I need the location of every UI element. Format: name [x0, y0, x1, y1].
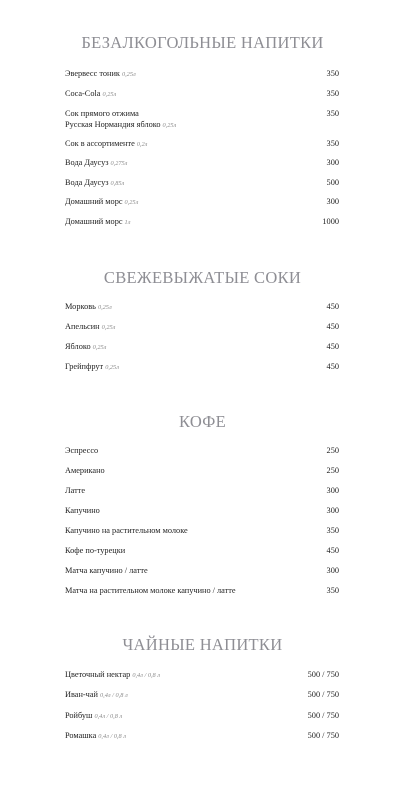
item-price: 450 [326, 546, 339, 555]
item-price: 500 [326, 178, 339, 187]
item-price: 500 / 750 [307, 731, 339, 740]
menu-item [65, 178, 339, 190]
item-price: 250 [326, 446, 339, 455]
item-name: Сок в ассортименте [65, 139, 135, 148]
item-name-line-2: Русская Нормандия яблоко [65, 119, 161, 129]
item-name: Яблоко [65, 342, 91, 351]
menu-item [65, 586, 339, 597]
item-volume: 0,4л / 0,8 л [132, 672, 161, 679]
item-name-line-1: Сок прямого отжима [65, 109, 139, 118]
menu-item [65, 217, 339, 229]
item-volume: 0,25л [97, 304, 112, 311]
item-name: Кофе по-турецки [65, 546, 126, 555]
item-price: 300 [326, 486, 339, 495]
item-price: 500 / 750 [307, 670, 339, 679]
item-name: Эвервесс тоник [65, 69, 120, 78]
item-price: 300 [326, 566, 339, 575]
menu-item [65, 690, 339, 702]
menu-item [65, 731, 339, 743]
item-volume: 0,4л / 0,8 л [99, 692, 128, 699]
item-name: Морковь [65, 302, 96, 311]
section-title: СВЕЖЕВЫЖАТЫЕ СОКИ [103, 268, 302, 287]
item-volume: 0,4л / 0,8 л [98, 733, 126, 740]
section-tea-drinks [0, 635, 405, 655]
item-name: Американо [65, 466, 105, 475]
item-name [65, 109, 161, 130]
item-price: 500 / 750 [307, 711, 339, 720]
item-volume: 0,25л [121, 71, 136, 78]
item-price: 300 [326, 197, 339, 206]
item-name: Вода Даусуз [65, 178, 109, 187]
item-name: Вода Даусуз [65, 158, 109, 167]
menu-item [65, 566, 339, 577]
menu-item [65, 486, 339, 497]
item-name: Домашний морс [65, 217, 123, 226]
item-volume: 0,25л [102, 91, 117, 98]
menu-item [65, 342, 339, 354]
item-name: Ройбуш [65, 711, 93, 720]
item-price: 1000 [322, 217, 339, 226]
menu-item [65, 711, 339, 723]
item-volume: 0,2л [136, 141, 148, 148]
item-price: 350 [326, 109, 339, 118]
item-name: Coca-Cola [65, 89, 101, 98]
item-name: Домашний морс [65, 197, 123, 206]
item-price: 350 [326, 526, 339, 535]
item-volume: 0,25л [124, 199, 139, 206]
item-price: 450 [326, 362, 339, 371]
item-volume: 0,25л [92, 344, 107, 351]
item-volume: 0,275л [110, 160, 128, 167]
item-name: Капучино [65, 506, 100, 515]
item-name: Апельсин [65, 322, 100, 331]
item-name: Матча капучино / латте [65, 566, 148, 575]
menu-item [65, 546, 339, 557]
section-fresh-juices [0, 268, 405, 288]
item-volume: 0,25л [101, 324, 116, 331]
menu-item [65, 670, 339, 682]
item-name: Цветочный нектар [65, 670, 131, 679]
item-price: 300 [326, 158, 339, 167]
menu-item [65, 362, 339, 374]
item-price: 250 [326, 466, 339, 475]
item-name: Капучино на растительном молоке [65, 526, 188, 535]
item-volume: 0,4л / 0,8 л [94, 713, 123, 720]
item-price: 450 [326, 302, 339, 311]
menu-item [65, 302, 339, 314]
item-name: Эспрессо [65, 446, 99, 455]
section-title: КОФЕ [178, 412, 227, 431]
menu-item [65, 158, 339, 170]
menu-item [65, 446, 339, 457]
item-price: 350 [326, 69, 339, 78]
menu-item [65, 506, 339, 517]
menu-item [65, 69, 339, 81]
item-price: 450 [326, 322, 339, 331]
menu-item [65, 466, 339, 477]
menu-item [65, 109, 339, 131]
section-coffee [0, 412, 405, 432]
item-price: 450 [326, 342, 339, 351]
item-name: Грейпфрут [65, 362, 104, 371]
item-price: 350 [326, 89, 339, 98]
menu-item [65, 197, 339, 209]
item-price: 500 / 750 [307, 690, 339, 699]
menu-item [65, 526, 339, 537]
item-price: 300 [326, 506, 339, 515]
menu-item [65, 89, 339, 101]
section-title: ЧАЙНЫЕ НАПИТКИ [122, 635, 283, 654]
item-price: 350 [326, 586, 339, 595]
item-name: Ромашка [65, 731, 97, 740]
section-soft-drinks [0, 33, 405, 53]
item-price: 350 [326, 139, 339, 148]
item-name: Матча на растительном молоке капучино / латте [65, 586, 236, 595]
menu-item [65, 139, 339, 151]
item-name: Латте [65, 486, 86, 495]
item-name: Иван-чай [65, 690, 98, 699]
item-volume: 0,85л [110, 180, 125, 187]
item-volume: 0,25л [162, 121, 177, 129]
section-title: БЕЗАЛКОГОЛЬНЫЕ НАПИТКИ [81, 33, 324, 52]
item-volume: 0,25л [105, 364, 119, 371]
item-volume: 1л [124, 219, 131, 226]
menu-item [65, 322, 339, 334]
